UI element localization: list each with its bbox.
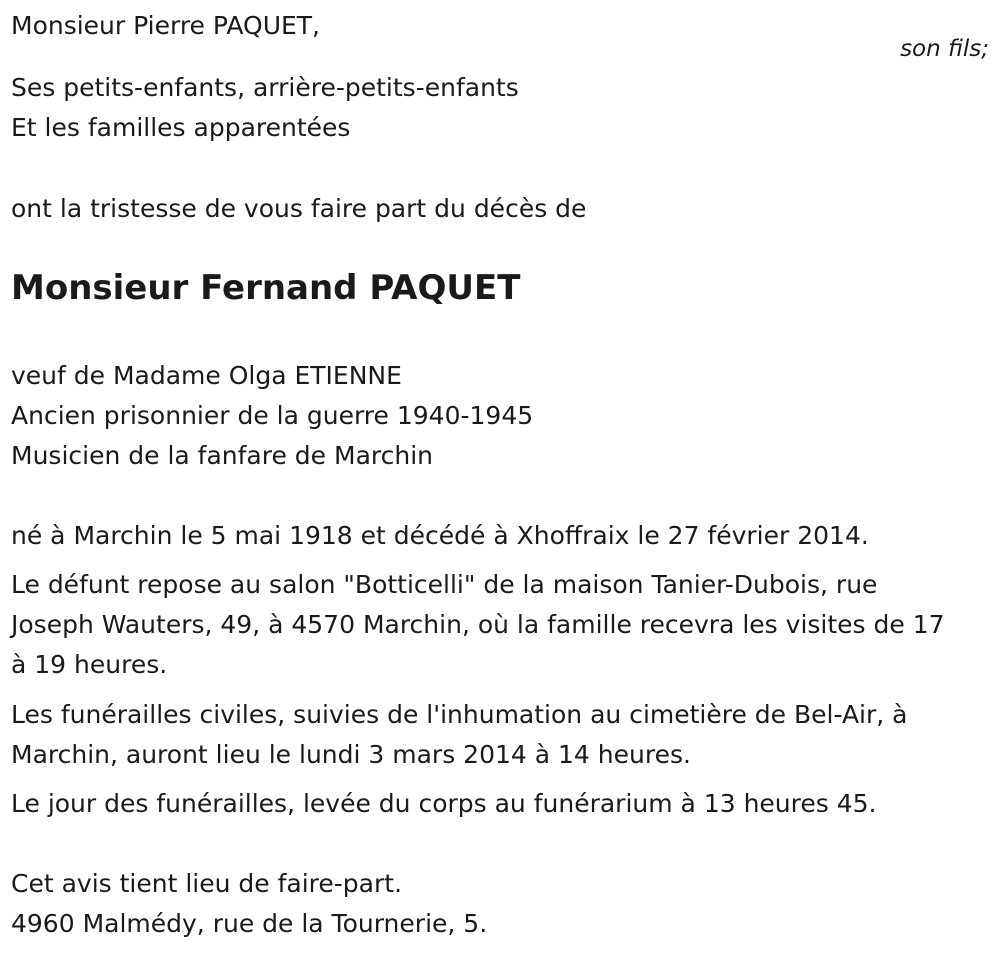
detail-line: Ancien prisonnier de la guerre 1940-1945 [11,401,534,430]
viewing-line: à 19 heures. [11,650,168,679]
detail-line: veuf de Madame Olga ETIENNE [11,361,402,390]
footer-line: Cet avis tient lieu de faire-part. [11,869,403,898]
viewing-line: Le défunt repose au salon "Botticelli" de la maison Tanier-Dubois, rue [11,570,878,599]
announcement-text: ont la tristesse de vous faire part du décès de [11,194,587,223]
family-line: Ses petits-enfants, arrière-petits-enfants [11,73,519,102]
funeral-line: Les funérailles civiles, suivies de l'inhumation au cimetière de Bel-Air, à [11,700,908,729]
viewing-line: Joseph Wauters, 49, à 4570 Marchin, où la famille recevra les visites de 17 [11,610,945,639]
sender-name: Monsieur Pierre PAQUET, [11,11,321,40]
detail-line: Musicien de la fanfare de Marchin [11,441,433,470]
footer-address: 4960 Malmédy, rue de la Tournerie, 5. [11,909,488,938]
family-line: Et les familles apparentées [11,113,351,142]
funeral-line: Marchin, auront lieu le lundi 3 mars 2014 à 14 heures. [11,740,691,769]
relation-label: son fils; [900,36,989,62]
birth-death-dates: né à Marchin le 5 mai 1918 et décédé à Xhoffraix le 27 février 2014. [11,521,869,550]
deceased-name: Monsieur Fernand PAQUET [11,268,521,308]
departure-text: Le jour des funérailles, levée du corps au funérarium à 13 heures 45. [11,789,877,818]
